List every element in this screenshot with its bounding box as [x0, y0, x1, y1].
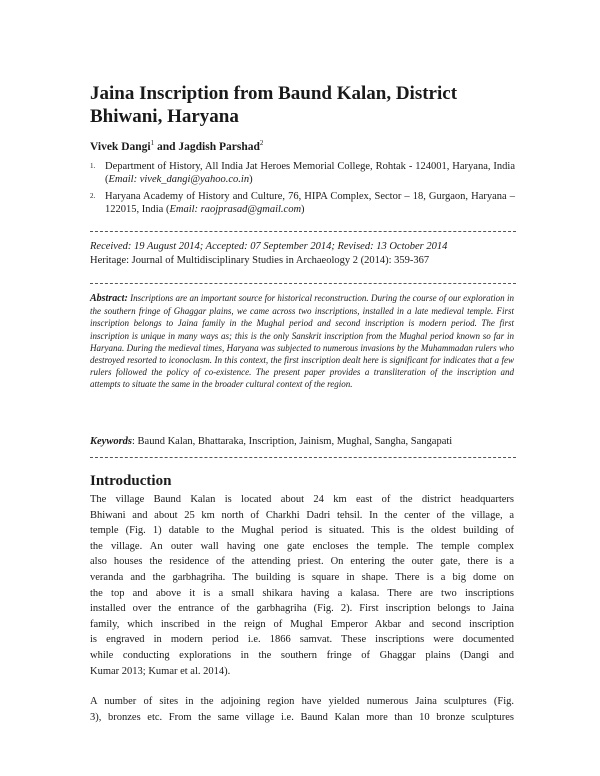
author-name: Vivek Dangi	[90, 140, 151, 153]
paragraph-line: is engraved in modern period i.e. 1866 samvat. These inscriptions were documented	[90, 634, 514, 646]
publication-dates	[90, 240, 447, 268]
paragraph-line: 3), bronzes etc. From the same village i.e. Baund Kalan more than 10 bronze sculptures	[90, 711, 514, 723]
paragraph-line: while conducting explorations in the southern fringe of Ghaggar plains (Dangi and	[90, 649, 514, 661]
paragraph-line: Bhiwani and about 25 km north of Charkhi Dadri tehsil. In the center of the village, a	[90, 509, 514, 521]
affiliation-email: Email: vivek_dangi@yahoo.co.in	[108, 174, 250, 185]
received-dates: Received: 19 August 2014; Accepted: 07 September 2014; Revised: 13 October 2014	[90, 241, 448, 252]
affiliation-marker: 2	[259, 139, 264, 147]
abstract-label: Abstract:	[90, 293, 128, 304]
affiliation-number: 1.	[90, 162, 96, 170]
affiliation-text: Department of History, All India Jat Heroes Memorial College, Rohtak - 124001, Haryana, India (	[105, 161, 515, 185]
abstract	[90, 292, 514, 391]
divider	[90, 457, 516, 458]
keywords-text: : Baund Kalan, Bhattaraka, Inscription, Jainism, Mughal, Sangha, Sangapati	[132, 436, 453, 447]
paragraph-line: The village Baund Kalan is located about 24 km east of the district headquarters	[90, 494, 514, 505]
paragraph-line: temple (Fig. 1) datable to the Mughal period is situated. This is the oldest building of	[90, 525, 514, 537]
intro-paragraph-1	[90, 492, 514, 679]
paragraph-line: Kumar 2013; Kumar et al. 2014).	[90, 665, 231, 677]
keywords	[90, 436, 452, 447]
affiliation-text: Haryana Academy of History and Culture, 76, HIPA Complex, Sector – 18, Gurgaon, Haryana – 122015, India (	[105, 191, 515, 215]
author-conjunction: and	[154, 140, 179, 153]
abstract-text: Inscriptions are an important source for historical reconstruction. During the course of our exploration in the southern fringe of Ghaggar plains, we came across two inscriptions, installed in a late medieval temple. First inscription belongs to Jaina family in the Mughal period and second inscription is modern period. The first inscription is unique in many ways as; this is the only Sanskrit inscription from the Mughal period known so far in Haryana. During the medieval times, Haryana was subjected to numerous invasions by the Muhammadan rulers who destroyed resorted to iconoclasm. In this context, the first inscription dealt here is significant for indicates that a few rulers followed the policy of co-existence. The present paper provides a transliteration of the inscription and attempts to situate the same in the broader cultural context of the region.	[90, 293, 514, 390]
affiliation-item: 1. Department of History, All India Jat Heroes Memorial College, Rohtak - 124001, Haryana, India (Email: vivek_dangi@yahoo.co.in)	[90, 161, 515, 185]
paragraph-line: also houses the residence of the attending priest. On entering the outer gate, there is a	[90, 556, 514, 568]
divider	[90, 231, 516, 232]
author-line	[90, 139, 263, 153]
journal-citation: Heritage: Journal of Multidisciplinary Studies in Archaeology 2 (2014): 359-367	[90, 255, 430, 266]
affiliation-item: 2. Haryana Academy of History and Culture, 76, HIPA Complex, Sector – 18, Gurgaon, Haryana – 122015, India (Email: raojprasad@gmail.com)	[90, 191, 515, 215]
affiliations	[90, 160, 515, 220]
author-name: Jagdish Parshad	[178, 140, 260, 153]
paragraph-line: the top and above it is a small shikara having a kalasa. There are two inscriptions	[90, 587, 514, 599]
paragraph-line: installed over the entrance of the garbhagriha (Fig. 2). First inscription belongs to Jaina	[90, 603, 514, 615]
keywords-label: Keywords	[90, 436, 132, 447]
paragraph-line: the village. An outer wall having one gate encloses the temple. The temple complex	[90, 540, 514, 552]
paragraph-line: A number of sites in the adjoining region have yielded numerous Jaina sculptures (Fig.	[90, 696, 514, 707]
divider	[90, 283, 516, 284]
section-heading: Introduction	[90, 473, 172, 489]
paragraph-line: family, which inscribed in the reign of Mughal Emperor Akbar and second inscription	[90, 618, 514, 630]
paragraph-line: veranda and the garbhagriha. The building is square in shape. There is a big dome on	[90, 571, 514, 583]
intro-paragraph-2	[90, 694, 514, 725]
affiliation-marker: 1	[150, 139, 155, 147]
affiliation-email: Email: raojprasad@gmail.com	[169, 204, 302, 215]
affiliation-number: 2.	[90, 192, 96, 200]
paper-title: Jaina Inscription from Baund Kalan, District Bhiwani, Haryana	[90, 83, 458, 127]
